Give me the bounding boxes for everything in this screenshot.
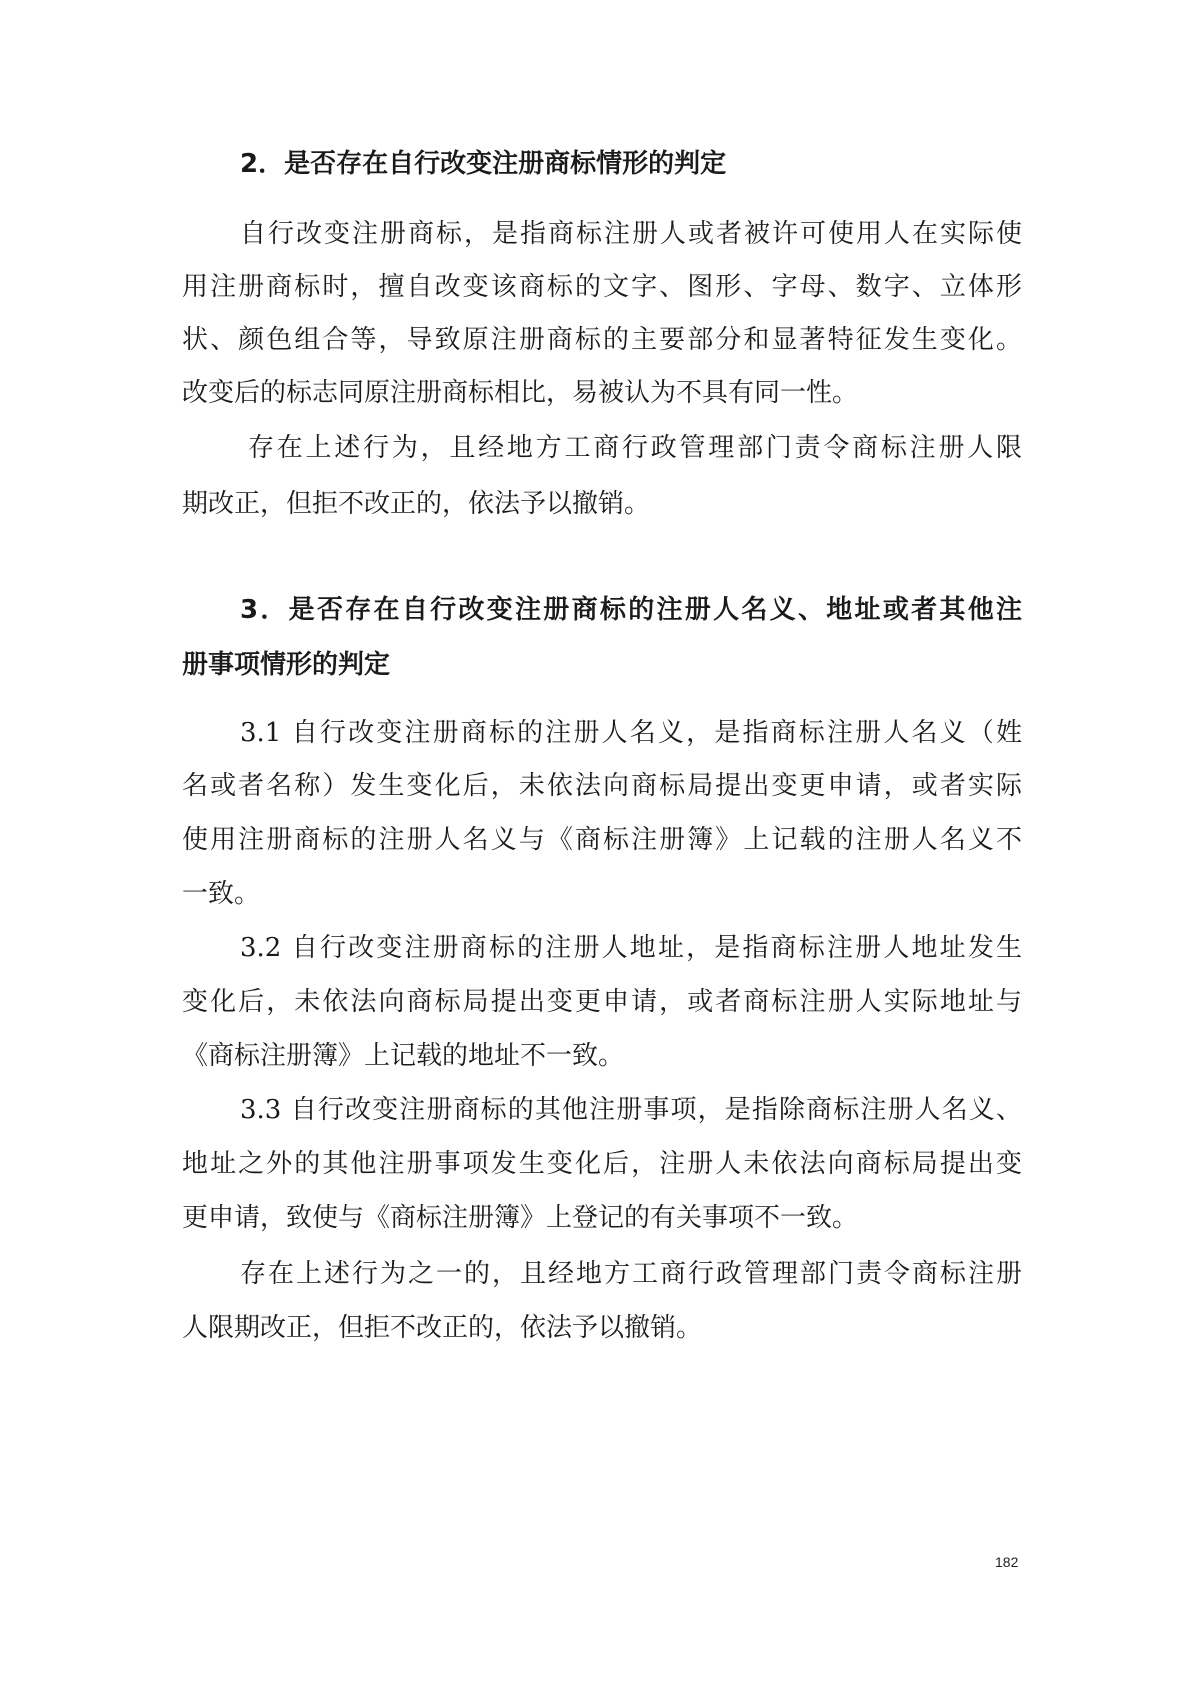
section-2-para-2-line-2: 期改正，但拒不改正的，依法予以撤销。: [182, 489, 651, 519]
section-3-3-line-3: 更申请，致使与《商标注册簿》上登记的有关事项不一致。: [182, 1203, 859, 1233]
section-3-1-line-3: 使用注册商标的注册人名义与《商标注册簿》上记载的注册人名义不: [182, 825, 1022, 855]
section-3-heading-line-2: 册事项情形的判定: [182, 650, 391, 680]
section-3-conclusion-line-1: 存在上述行为之一的，且经地方工商行政管理部门责令商标注册: [240, 1259, 1022, 1289]
section-3-3-line-1: 3.3 自行改变注册商标的其他注册事项，是指除商标注册人名义、: [240, 1095, 1022, 1125]
section-3-heading-line-1: 3．是否存在自行改变注册商标的注册人名义、地址或者其他注: [240, 595, 1022, 625]
section-2-para-1-line-2: 用注册商标时，擅自改变该商标的文字、图形、字母、数字、立体形: [182, 272, 1022, 302]
page-number: 182: [995, 1554, 1019, 1570]
section-2-para-1-line-1: 自行改变注册商标，是指商标注册人或者被许可使用人在实际使: [240, 219, 1022, 249]
section-3-1-line-1: 3.1 自行改变注册商标的注册人名义，是指商标注册人名义（姓: [240, 718, 1022, 748]
section-2-para-2-line-1: 存在上述行为，且经地方工商行政管理部门责令商标注册人限: [248, 433, 1022, 463]
section-3-2-line-1: 3.2 自行改变注册商标的注册人地址，是指商标注册人地址发生: [240, 933, 1022, 963]
section-3-2-line-3: 《商标注册簿》上记载的地址不一致。: [182, 1041, 625, 1071]
section-2-para-1-line-4: 改变后的标志同原注册商标相比，易被认为不具有同一性。: [182, 378, 859, 408]
section-3-2-line-2: 变化后，未依法向商标局提出变更申请，或者商标注册人实际地址与: [182, 987, 1022, 1017]
section-3-conclusion-line-2: 人限期改正，但拒不改正的，依法予以撤销。: [182, 1313, 703, 1343]
section-3-1-line-4: 一致。: [182, 879, 261, 909]
section-3-3-line-2: 地址之外的其他注册事项发生变化后，注册人未依法向商标局提出变: [182, 1149, 1022, 1179]
section-3-1-line-2: 名或者名称）发生变化后，未依法向商标局提出变更申请，或者实际: [182, 771, 1022, 801]
section-2-para-1-line-3: 状、颜色组合等，导致原注册商标的主要部分和显著特征发生变化。: [182, 325, 1022, 355]
section-2-heading: 2．是否存在自行改变注册商标情形的判定: [240, 149, 727, 179]
